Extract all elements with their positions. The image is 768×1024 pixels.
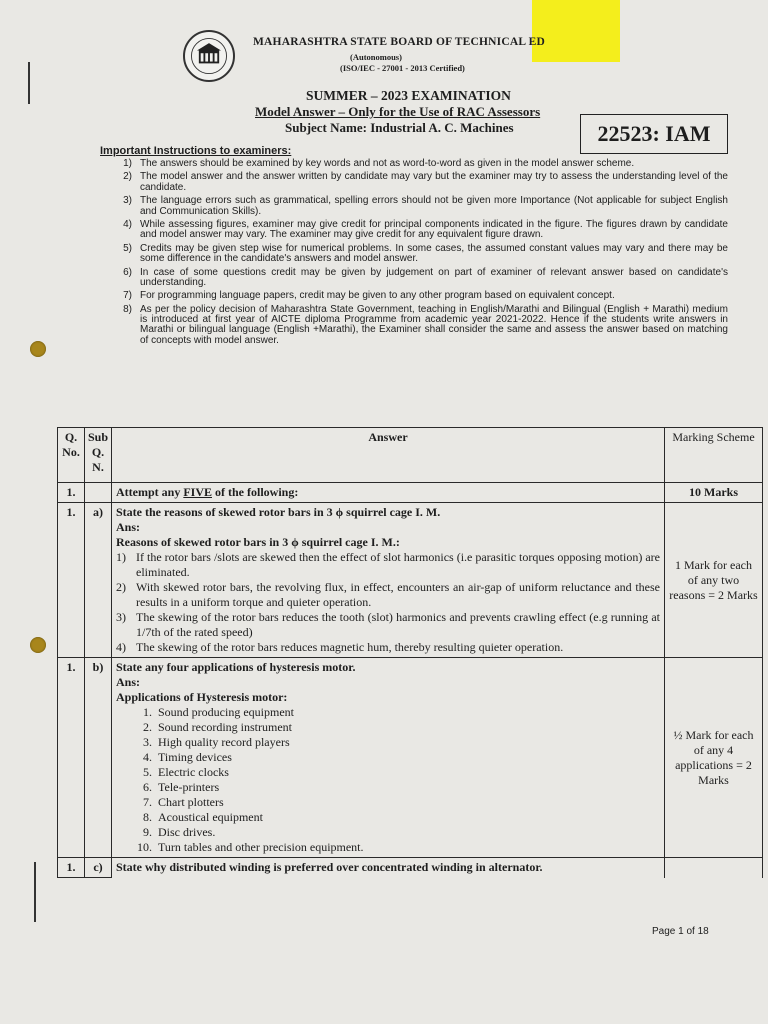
list-item xyxy=(134,735,660,750)
marks-cell: 10 Marks xyxy=(665,483,763,503)
list-item-number: 3) xyxy=(116,610,126,624)
marks-text: 1 Mark for each of any two reasons = 2 Marks xyxy=(669,557,758,602)
list-item-number: 8. xyxy=(143,810,152,824)
instructions-heading: Important Instructions to examiners: xyxy=(100,145,292,157)
ans-label: Ans: xyxy=(116,520,141,534)
subq-cell: b) xyxy=(85,658,112,858)
question-text: State why distributed winding is preferred over concentrated winding in alternator. xyxy=(112,858,665,878)
list-item-number: 3. xyxy=(143,735,152,749)
autonomous-label: (Autonomous) xyxy=(350,52,402,62)
list-item-number: 1) xyxy=(123,158,132,169)
list-item xyxy=(110,268,728,289)
col-qno-header: Q. No. xyxy=(58,428,85,483)
list-item xyxy=(134,765,660,780)
qno-cell: 1. xyxy=(58,503,85,658)
list-item-text: While assessing figures, examiner may give credit for principal components indicated in the figure. The figures drawn by candidate and model answer may vary. The examiner may give credit for any equivalent figure drawn. xyxy=(140,219,728,241)
list-item-number: 1) xyxy=(116,550,126,564)
exam-title: SUMMER – 2023 EXAMINATION xyxy=(306,88,511,103)
answer-table xyxy=(57,427,763,878)
list-item-number: 5. xyxy=(143,765,152,779)
list-item xyxy=(134,750,660,765)
answer-points xyxy=(116,705,660,855)
list-item-text: If the rotor bars /slots are skewed then the effect of slot harmonics (i.e parasitic torques opposing motion) are eliminated. xyxy=(136,550,660,579)
list-item-number: 2) xyxy=(116,580,126,594)
answer-heading: Applications of Hysteresis motor: xyxy=(116,690,288,704)
list-item-text: In case of some questions credit may be given by judgement on part of examiner of relevant answer based on candidate's understanding. xyxy=(140,266,728,288)
sticky-note xyxy=(532,0,620,62)
list-item-text: Sound producing equipment xyxy=(158,705,294,719)
question-text-part: of the following: xyxy=(212,485,299,499)
marks-cell xyxy=(665,858,763,878)
board-name: MAHARASHTRA STATE BOARD OF TECHNICAL ED xyxy=(253,36,546,48)
qno-cell: 1. xyxy=(58,658,85,858)
list-item-text: For programming language papers, credit may be given to any other program based on equivalent concept. xyxy=(140,290,615,302)
list-item-number: 6) xyxy=(123,266,132,278)
table-header-row xyxy=(58,428,763,483)
list-item-text: Disc drives. xyxy=(158,825,216,839)
marks-text: ½ Mark for each of any 4 applications = 2 Marks xyxy=(673,727,754,787)
subject-code: 22523: IAM xyxy=(580,114,728,154)
page-number: Page 1 of 18 xyxy=(652,926,709,937)
margin-mark xyxy=(28,62,30,104)
answer-cell xyxy=(112,658,665,858)
list-item xyxy=(110,291,728,301)
iso-certification: (ISO/IEC - 27001 - 2013 Certified) xyxy=(340,63,465,73)
col-subq-header: Sub Q. N. xyxy=(85,428,112,483)
list-item-number: 7) xyxy=(123,290,132,302)
list-item-number: 1. xyxy=(143,705,152,719)
list-item xyxy=(116,580,660,610)
list-item xyxy=(110,244,728,265)
list-item xyxy=(110,159,728,169)
question-text-part: Attempt any xyxy=(116,485,184,499)
qno-cell: 1. xyxy=(58,483,85,503)
punch-hole xyxy=(30,637,46,653)
list-item xyxy=(134,780,660,795)
table-row xyxy=(58,658,763,858)
subq-cell: a) xyxy=(85,503,112,658)
list-item-text: The skewing of the rotor bars reduces the tooth (slot) harmonics and prevents crawling effect (e.g running at 1/7th of the rated speed) xyxy=(136,610,660,639)
list-item xyxy=(134,825,660,840)
list-item-text: The language errors such as grammatical, spelling errors should not be given more Importance (Not applicable for subject English and Communication Skills). xyxy=(140,195,728,217)
list-item xyxy=(134,795,660,810)
list-item xyxy=(116,610,660,640)
list-item-text: Turn tables and other precision equipment. xyxy=(158,840,364,854)
question-text: State any four applications of hysteresis motor. xyxy=(116,660,356,674)
list-item-text: The skewing of the rotor bars reduces magnetic hum, thereby resulting quieter operation. xyxy=(136,640,564,654)
list-item-number: 4. xyxy=(143,750,152,764)
subject-name: Subject Name: Industrial A. C. Machines xyxy=(285,120,514,135)
list-item-text: With skewed rotor bars, the revolving flux, in effect, encounters an air-gap of uniform reluctance and these results in a uniform torque and quieter operation. xyxy=(136,580,660,609)
list-item xyxy=(110,196,728,217)
list-item-number: 2. xyxy=(143,720,152,734)
list-item-text: Sound recording instrument xyxy=(158,720,292,734)
list-item-number: 7. xyxy=(143,795,152,809)
list-item-text: As per the policy decision of Maharashtra State Government, teaching in English/Marathi and Bilingual (English + Marathi) medium is introduced at first year of AICTE diploma Programme from academic year 2021-2022. Hence if the students write answers in Marathi or bilingual language (English +Marathi), the Examiner shall consider the same and assess the answer based on matching of concepts with model answer. xyxy=(140,303,728,346)
subq-cell: c) xyxy=(85,858,112,878)
question-text xyxy=(112,483,665,503)
list-item-text: The answers should be examined by key words and not as word-to-word as given in the model answer scheme. xyxy=(140,158,635,169)
answer-points xyxy=(116,550,660,655)
marks-cell xyxy=(665,503,763,658)
list-item-number: 6. xyxy=(143,780,152,794)
question-text: State the reasons of skewed rotor bars in 3 ϕ squirrel cage I. M. xyxy=(116,505,441,519)
list-item-number: 2) xyxy=(123,171,132,183)
answer-cell xyxy=(112,503,665,658)
answer-heading: Reasons of skewed rotor bars in 3 ϕ squirrel cage I. M.: xyxy=(116,535,400,549)
list-item-number: 5) xyxy=(123,242,132,254)
list-item xyxy=(110,220,728,241)
list-item-text: The model answer and the answer written by candidate may vary but the examiner may try to assess the understanding level of the candidate. xyxy=(140,171,728,193)
list-item-number: 9. xyxy=(143,825,152,839)
list-item-text: Timing devices xyxy=(158,750,232,764)
list-item xyxy=(110,172,728,193)
ans-label: Ans: xyxy=(116,675,141,689)
list-item xyxy=(134,810,660,825)
question-emphasis: FIVE xyxy=(183,485,212,499)
list-item-number: 3) xyxy=(123,195,132,207)
model-answer-title: Model Answer – Only for the Use of RAC Assessors xyxy=(255,104,541,119)
list-item xyxy=(134,840,660,855)
list-item-number: 8) xyxy=(123,303,132,315)
list-item-number: 10. xyxy=(137,840,152,854)
instructions-list xyxy=(110,159,728,349)
marks-cell xyxy=(665,658,763,858)
list-item-text: Tele-printers xyxy=(158,780,220,794)
margin-mark xyxy=(34,862,36,922)
list-item-text: Credits may be given step wise for numerical problems. In some cases, the assumed constant values may vary and there may be some difference in the candidate's answers and model answer. xyxy=(140,242,728,265)
list-item xyxy=(110,305,728,346)
list-item-text: High quality record players xyxy=(158,735,290,749)
list-item-text: Chart plotters xyxy=(158,795,224,809)
list-item-text: Acoustical equipment xyxy=(158,810,263,824)
board-logo-icon xyxy=(183,30,235,82)
list-item-number: 4) xyxy=(116,640,126,654)
col-answer-header: Answer xyxy=(112,428,665,483)
list-item xyxy=(134,705,660,720)
list-item xyxy=(134,720,660,735)
subq-cell xyxy=(85,483,112,503)
list-item-text: Electric clocks xyxy=(158,765,229,779)
table-row xyxy=(58,858,763,878)
punch-hole xyxy=(30,341,46,357)
qno-cell: 1. xyxy=(58,858,85,878)
list-item xyxy=(116,550,660,580)
table-row xyxy=(58,503,763,658)
list-item xyxy=(116,640,660,655)
list-item-number: 4) xyxy=(123,219,132,231)
table-row xyxy=(58,483,763,503)
col-marks-header: Marking Scheme xyxy=(665,428,763,483)
